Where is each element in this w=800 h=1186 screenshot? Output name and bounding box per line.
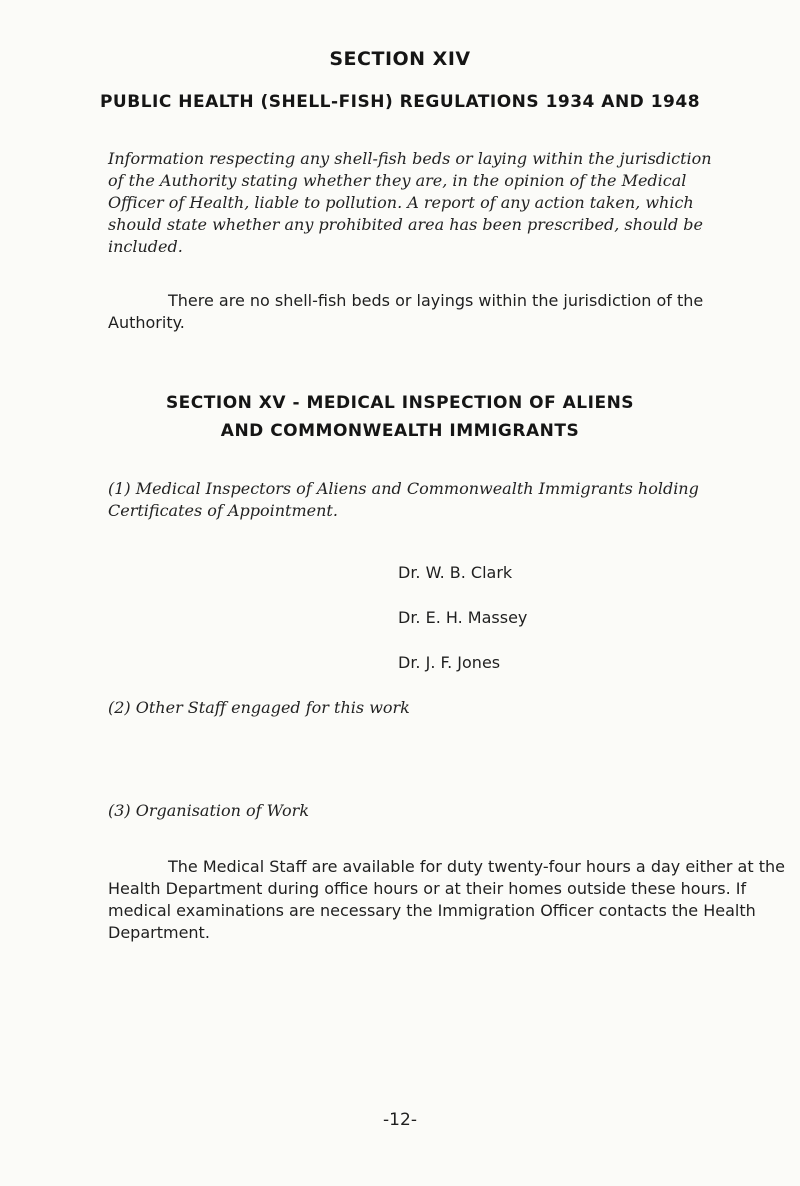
section-xv-item1: (1) Medical Inspectors of Aliens and Commonwealth Immigrants holding Certificates of Appointment. (108, 479, 699, 520)
section-xv-title-line1: SECTION XV - MEDICAL INSPECTION OF ALIENS (165, 393, 635, 413)
section-xiv-subtitle: PUBLIC HEALTH (SHELL-FISH) REGULATIONS 1934 AND 1948 (99, 92, 701, 112)
doctor-name: Dr. E. H. Massey (398, 608, 528, 627)
section-xv-item3: (3) Organisation of Work (108, 801, 310, 820)
section-xiv-title: SECTION XIV (329, 48, 471, 70)
section-xiv-body: There are no shell-fish beds or layings within the jurisdiction of the Authority. (108, 291, 704, 332)
section-xv-title-line2: AND COMMONWEALTH IMMIGRANTS (220, 421, 580, 441)
doctor-name: Dr. W. B. Clark (398, 563, 513, 582)
page-number: -12- (383, 1110, 417, 1130)
section-xiv-instruction: Information respecting any shell-fish beds or laying within the jurisdiction of the Authority stating whether they are, in the opinion of the Medical Officer of Health, liable to pollution. A report of any action taken, which should state whether any prohibited area has been prescribed, should be included. (108, 149, 712, 256)
doctor-name: Dr. J. F. Jones (398, 653, 501, 672)
section-xv-item2: (2) Other Staff engaged for this work (108, 698, 410, 717)
section-xv-body: The Medical Staff are available for duty twenty-four hours a day either at the Health Department during office hours or at their homes outside these hours. If medical examinations are necessary the Immigration Officer contacts the Health Department. (108, 857, 785, 942)
